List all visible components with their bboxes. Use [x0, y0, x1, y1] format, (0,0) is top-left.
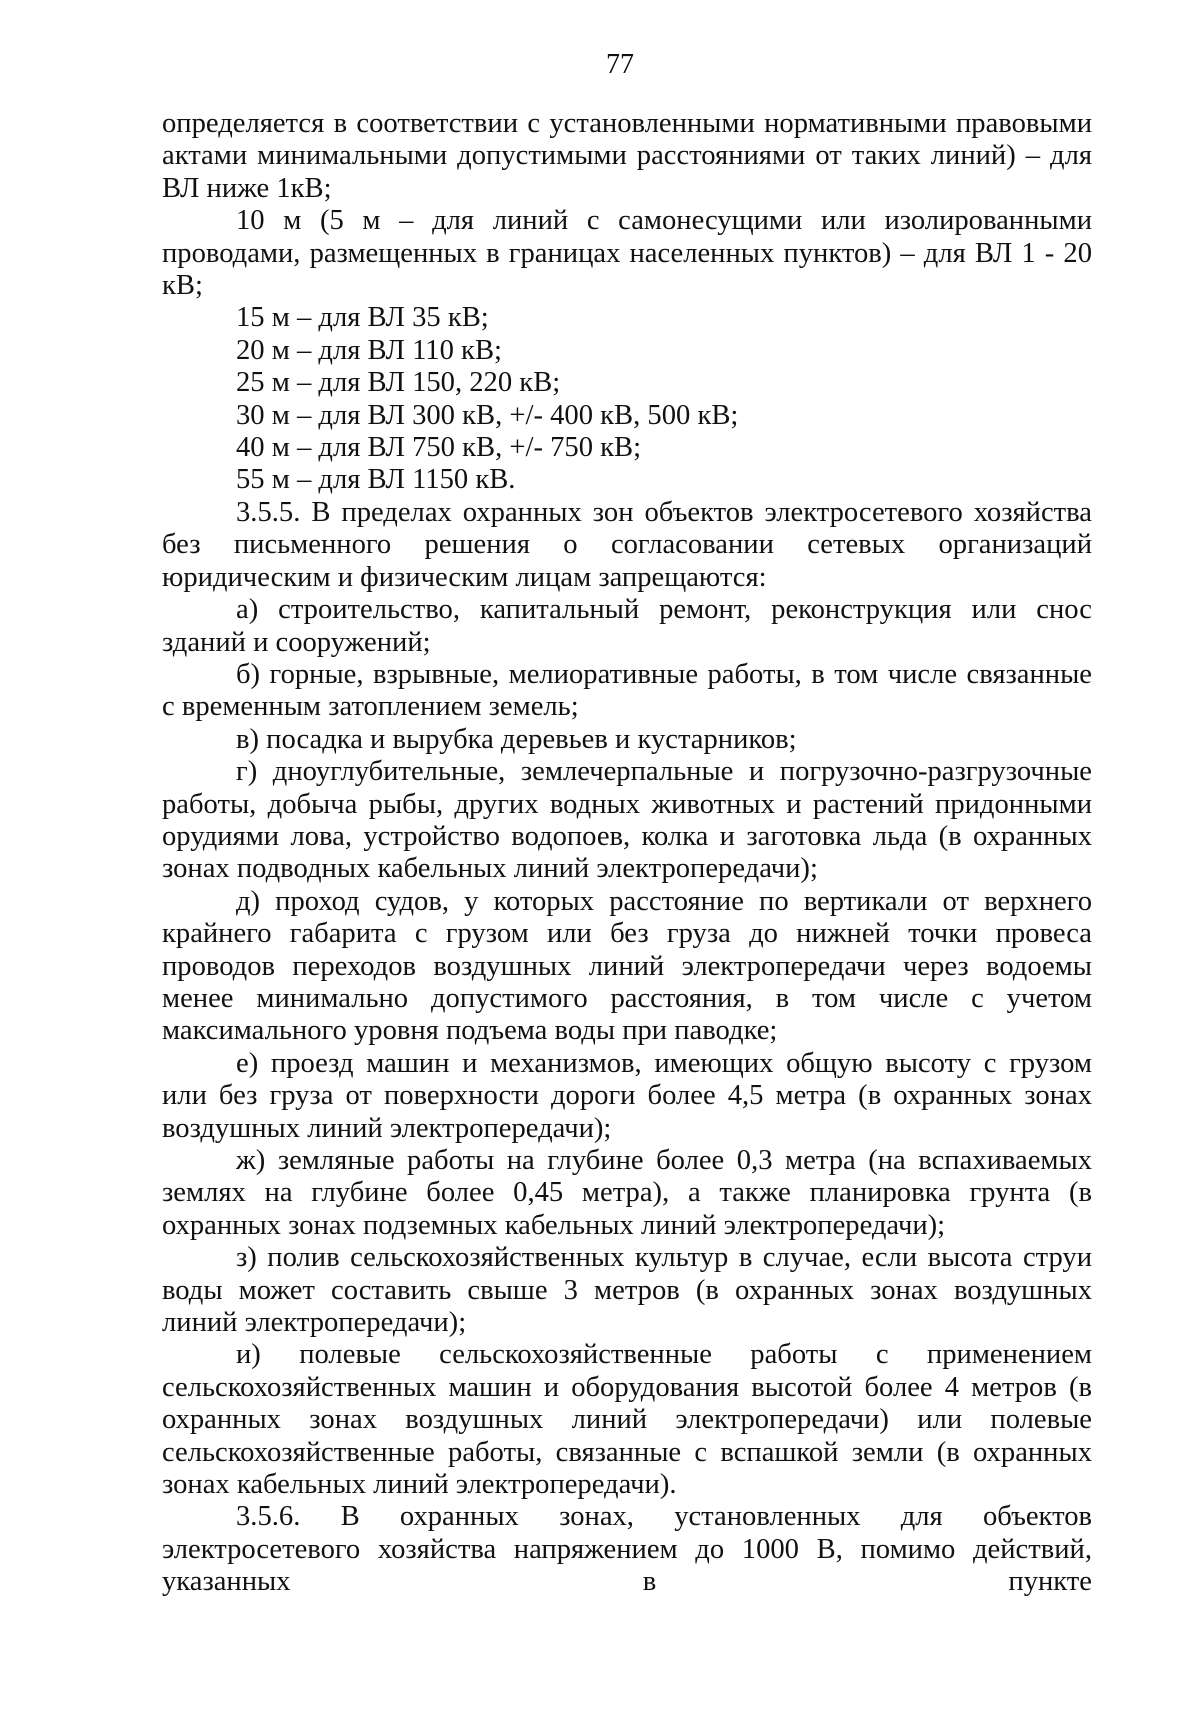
paragraph-distance-750kv: 40 м – для ВЛ 750 кВ, +/- 750 кВ;: [236, 432, 642, 464]
list-item-i: и) полевые сельскохозяйственные работы с применением сельскохозяйственных машин и оборудования высотой более 4 метров (в охранных зонах воздушных линий электропередачи) или полевые сельскохозяйственные работы, связанные с вспашкой земли (в охранных зонах кабельных линий электропередачи).: [162, 1339, 1092, 1501]
paragraph-distance-1-20kv: 10 м (5 м – для линий с самонесущими или изолированными проводами, размещенных в границах населенных пунктов) – для ВЛ 1 - 20 кВ;: [162, 205, 1092, 302]
list-item-g: г) дноуглубительные, землечерпальные и погрузочно-разгрузочные работы, добыча рыбы, других водных животных и растений придонными орудиями лова, устройство водопоев, колка и заготовка льда (в охранных зонах подводных кабельных линий электропередачи);: [162, 756, 1092, 885]
paragraph-distance-150-220kv: 25 м – для ВЛ 150, 220 кВ;: [236, 367, 561, 399]
paragraph-distance-300-500kv: 30 м – для ВЛ 300 кВ, +/- 400 кВ, 500 кВ;: [236, 399, 739, 431]
list-item-a: а) строительство, капитальный ремонт, реконструкция или снос зданий и сооружений;: [162, 594, 1092, 658]
list-item-z: з) полив сельскохозяйственных культур в случае, если высота струи воды может составить свыше 3 метров (в охранных зонах воздушных линий электропередачи);: [162, 1242, 1092, 1339]
paragraph-distance-1150kv: 55 м – для ВЛ 1150 кВ.: [236, 464, 516, 496]
paragraph-3-5-5: 3.5.5. В пределах охранных зон объектов электросетевого хозяйства без письменного решения о согласовании сетевых организаций юридическим и физическим лицам запрещаются:: [162, 496, 1092, 593]
list-item-e: е) проезд машин и механизмов, имеющих общую высоту с грузом или без груза от поверхности дороги более 4,5 метра (в охранных зонах воздушных линий электропередачи);: [162, 1047, 1092, 1144]
list-item-d: д) проход судов, у которых расстояние по вертикали от верхнего крайнего габарита с грузом или без груза до нижней точки провеса проводов переходов воздушных линий электропередачи через водоемы менее минимально допустимого расстояния, в том числе с учетом максимального уровня подъема воды при паводке;: [162, 885, 1092, 1047]
paragraph-distance-110kv: 20 м – для ВЛ 110 кВ;: [236, 334, 502, 366]
document-body: [162, 108, 1092, 1599]
paragraph-3-5-6: 3.5.6. В охранных зонах, установленных для объектов электросетевого хозяйства напряжением до 1000 В, помимо действий, указанных в пункте: [162, 1501, 1092, 1598]
list-item-v: в) посадка и вырубка деревьев и кустарников;: [236, 723, 797, 755]
list-item-b: б) горные, взрывные, мелиоративные работы, в том числе связанные с временным затоплением земель;: [162, 658, 1092, 723]
paragraph-distance-35kv: 15 м – для ВЛ 35 кВ;: [236, 302, 489, 334]
paragraph-continuation: определяется в соответствии с установленными нормативными правовыми актами минимальными допустимыми расстояниями от таких линий) – для ВЛ ниже 1кВ;: [162, 108, 1092, 204]
page-number: 77: [606, 49, 634, 80]
list-item-zh: ж) земляные работы на глубине более 0,3 метра (на вспахиваемых землях на глубине более 0,45 метра), а также планировка грунта (в охранных зонах подземных кабельных линий электропередачи);: [162, 1145, 1092, 1241]
